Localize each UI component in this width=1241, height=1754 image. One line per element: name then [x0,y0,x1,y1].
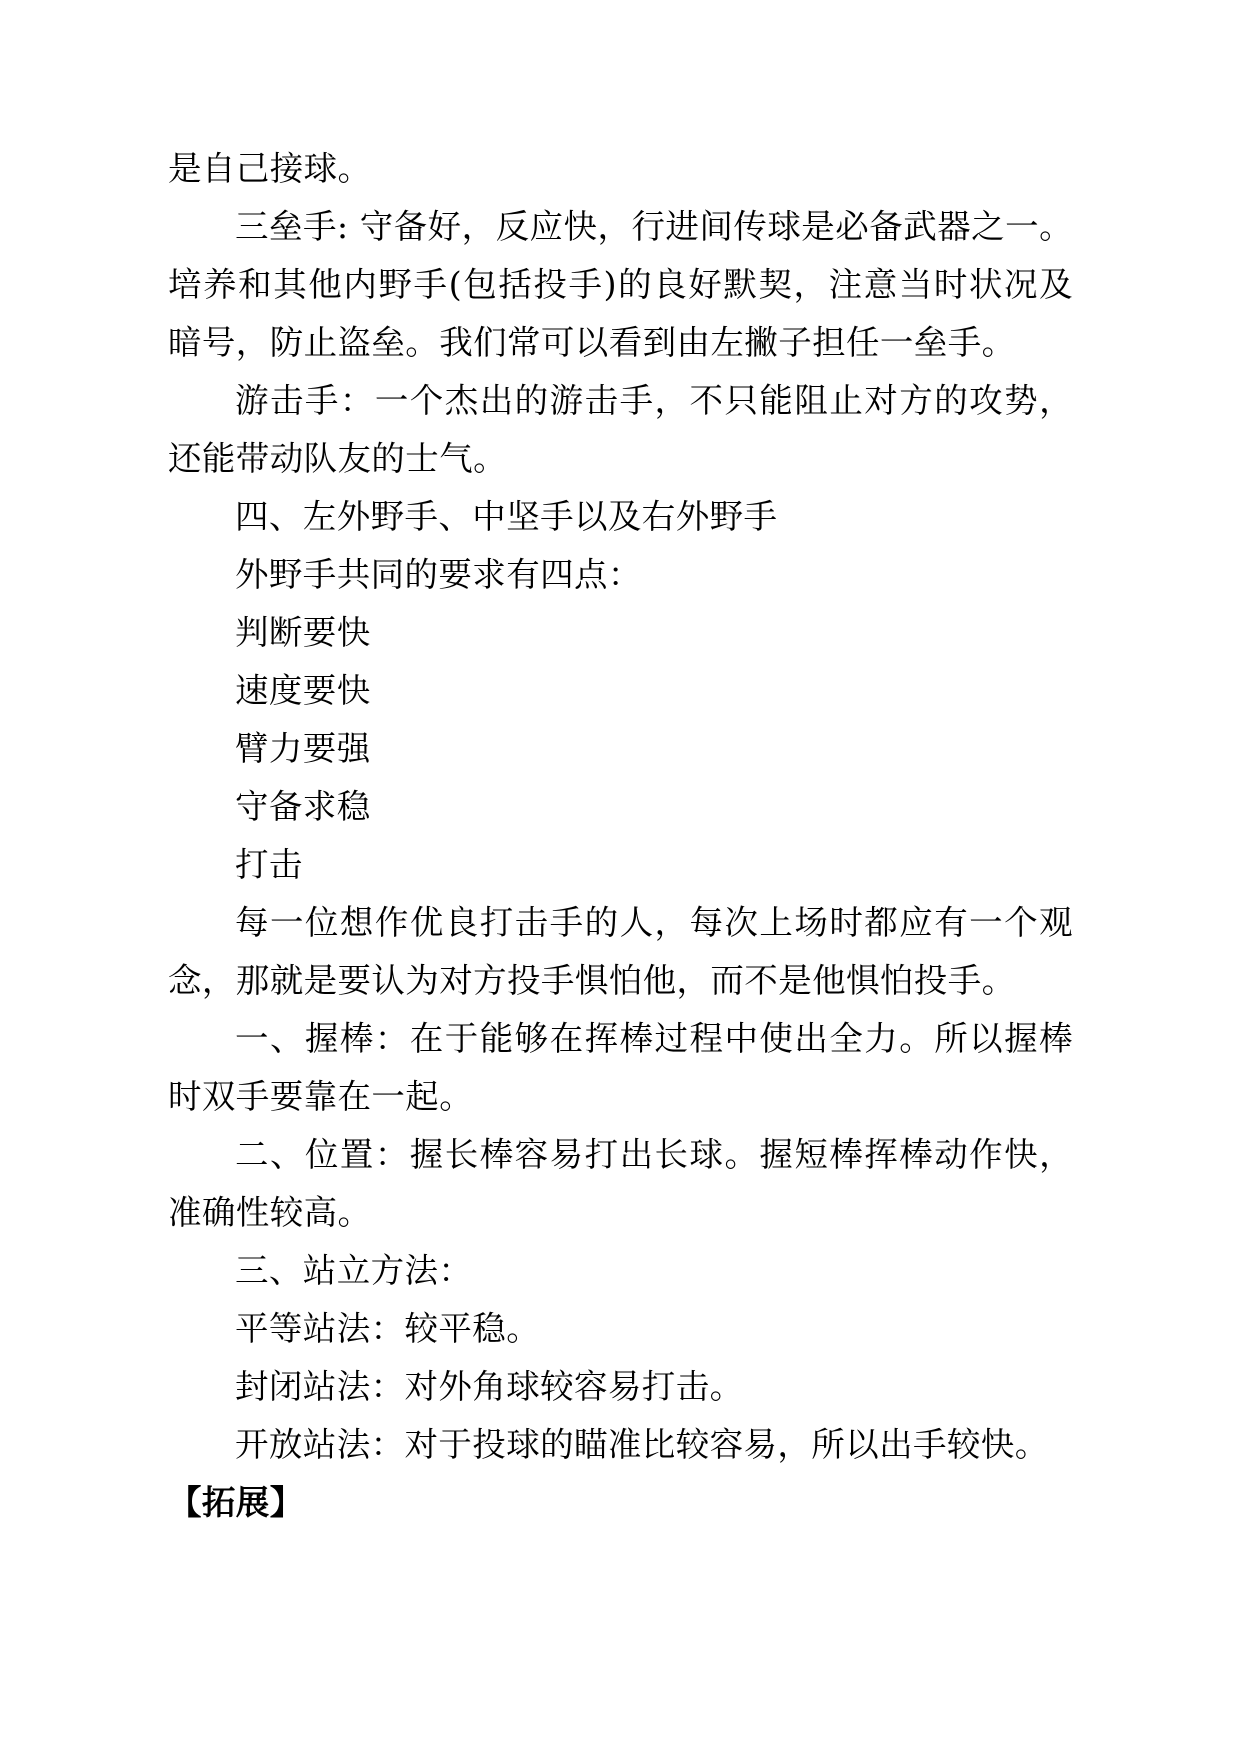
heading-extension: 【拓展】 [168,1483,304,1522]
paragraph-position: 二、位置：握长棒容易打出长球。握短棒挥棒动作快，准确性较高。 [168,1135,1073,1232]
document-body [168,140,1073,1532]
paragraph-open-stance: 开放站法：对于投球的瞄准比较容易，所以出手较快。 [235,1425,1049,1464]
paragraph-batting-mindset: 每一位想作优良打击手的人，每次上场时都应有一个观念，那就是要认为对方投手惧怕他，而不是他惧怕投手。 [168,903,1073,1000]
paragraph-shortstop: 游击手：一个杰出的游击手，不只能阻止对方的攻势，还能带动队友的士气。 [168,381,1073,478]
heading-section-four: 四、左外野手、中坚手以及右外野手 [235,497,778,536]
heading-stance-methods: 三、站立方法： [235,1251,473,1290]
paragraph-outfielder-requirements: 外野手共同的要求有四点： [235,555,642,594]
paragraph-grip: 一、握棒：在于能够在挥棒过程中使出全力。所以握棒时双手要靠在一起。 [168,1019,1073,1116]
paragraph-closed-stance: 封闭站法：对外角球较容易打击。 [235,1367,744,1406]
paragraph-third-base: 三垒手: 守备好，反应快，行进间传球是必备武器之一。培养和其他内野手(包括投手)的良好默契，注意当时状况及暗号，防止盗垒。我们常可以看到由左撇子担任一垒手。 [168,207,1073,362]
list-item-speed: 速度要快 [235,671,371,710]
paragraph-even-stance: 平等站法：较平稳。 [235,1309,541,1348]
list-item-arm-strength: 臂力要强 [235,729,371,768]
paragraph-continuation: 是自己接球。 [168,149,372,188]
list-item-defense: 守备求稳 [235,787,371,826]
list-item-judgement: 判断要快 [235,613,371,652]
heading-batting: 打击 [235,845,303,884]
